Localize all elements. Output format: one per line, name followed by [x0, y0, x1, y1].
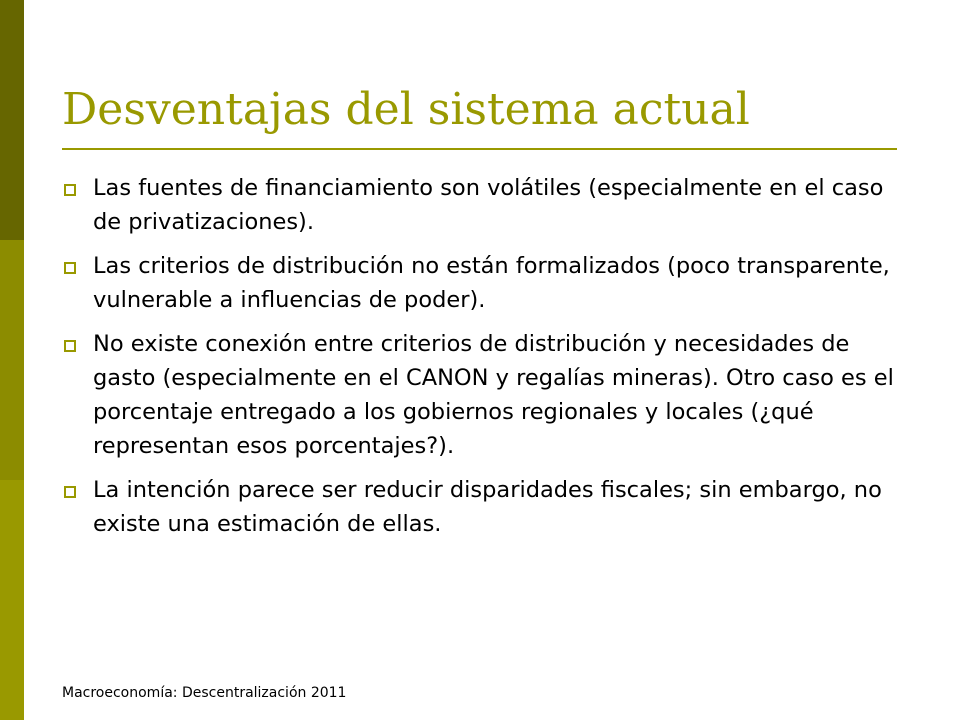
sidebar-stripe-middle	[0, 240, 24, 480]
bullet-text: Las fuentes de financiamiento son volátiles (especialmente en el caso de privatizaciones).	[93, 175, 884, 235]
bullet-text: No existe conexión entre criterios de distribución y necesidades de gasto (especialmente en el CANON y regalías mineras). Otro caso es el porcentaje entregado a los gobiernos regionales y locales (¿qué representan esos porcentajes?).	[93, 331, 894, 459]
bullet-text: La intención parece ser reducir disparidades fiscales; sin embargo, no existe una estimación de ellas.	[93, 477, 882, 537]
hollow-square-bullet-icon	[64, 486, 76, 498]
hollow-square-bullet-icon	[64, 184, 76, 196]
sidebar-stripe-bottom	[0, 480, 24, 720]
title-underline	[62, 148, 897, 150]
hollow-square-bullet-icon	[64, 340, 76, 352]
bullet-text: Las criterios de distribución no están formalizados (poco transparente, vulnerable a influencias de poder).	[93, 253, 890, 313]
bullet-item	[62, 327, 902, 463]
bullet-item	[62, 249, 902, 317]
slide-footer: Macroeconomía: Descentralización 2011	[62, 685, 347, 701]
bullet-item	[62, 473, 902, 541]
sidebar-stripe-top	[0, 0, 24, 240]
bullet-list	[62, 171, 902, 551]
slide-title: Desventajas del sistema actual	[62, 84, 750, 135]
bullet-item	[62, 171, 902, 239]
hollow-square-bullet-icon	[64, 262, 76, 274]
